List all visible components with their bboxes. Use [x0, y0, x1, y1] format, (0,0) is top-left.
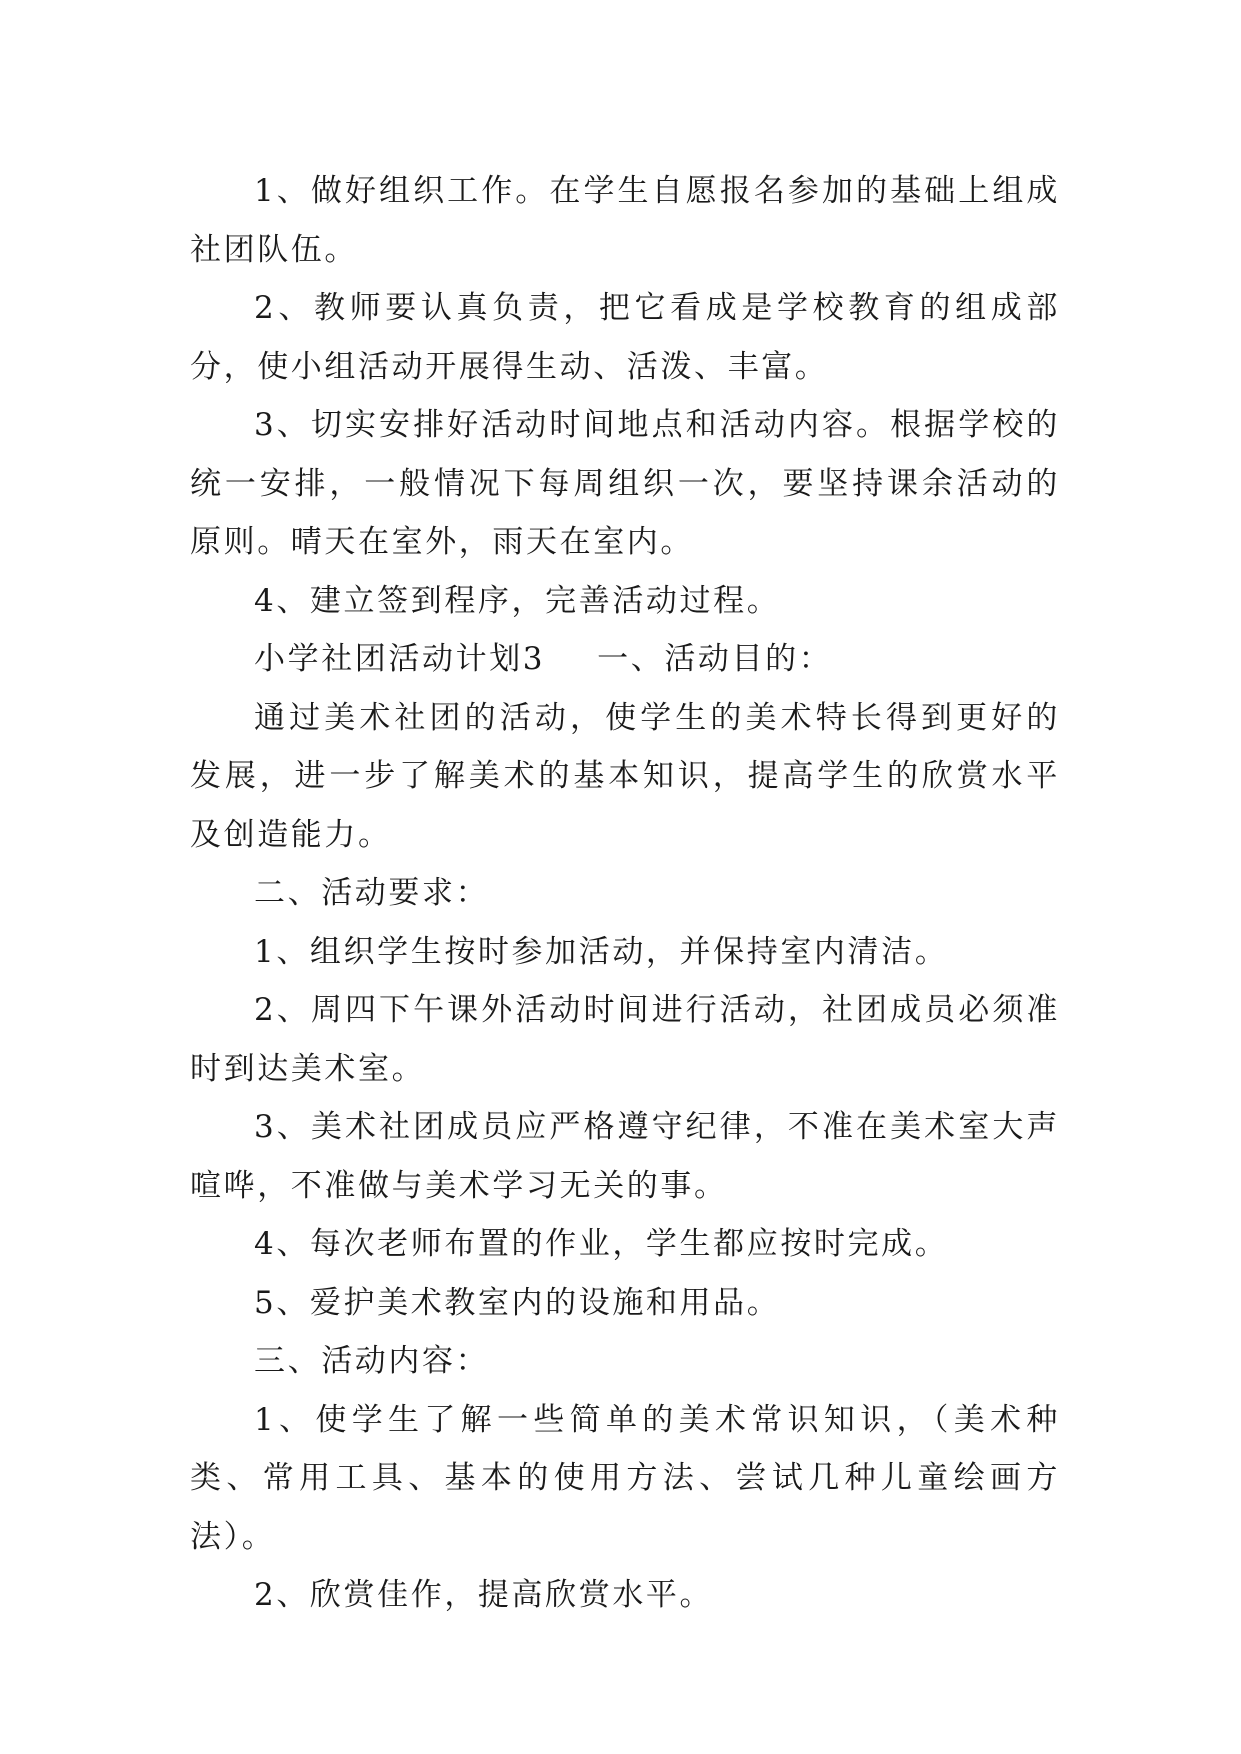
- paragraph: 通过美术社团的活动，使学生的美术特长得到更好的发展，进一步了解美术的基本知识，提高学生的欣赏水平及创造能力。: [190, 699, 1060, 853]
- section-heading-content: 三、活动内容：: [254, 1343, 490, 1379]
- document-page: [190, 162, 1060, 1625]
- paragraph: 1、做好组织工作。在学生自愿报名参加的基础上组成社团队伍。: [190, 173, 1060, 268]
- paragraph: 4、建立签到程序，完善活动过程。: [254, 582, 781, 619]
- plan-title: 小学社团活动计划3: [254, 641, 546, 677]
- section-heading-requirements: 二、活动要求：: [254, 875, 490, 911]
- paragraph: 3、切实安排好活动时间地点和活动内容。根据学校的统一安排，一般情况下每周组织一次，要坚持课余活动的原则。晴天在室外，雨天在室内。: [190, 407, 1060, 560]
- section-heading-purpose: 一、活动目的：: [597, 641, 833, 677]
- paragraph: 4、每次老师布置的作业，学生都应按时完成。: [254, 1226, 949, 1262]
- paragraph: 5、爱护美术教室内的设施和用品。: [254, 1284, 781, 1321]
- paragraph: 2、教师要认真负责，把它看成是学校教育的组成部分，使小组活动开展得生动、活泼、丰富。: [190, 290, 1060, 385]
- plan-title-line: [190, 630, 1060, 689]
- paragraph: 2、周四下午课外活动时间进行活动，社团成员必须准时到达美术室。: [190, 992, 1060, 1087]
- paragraph: 2、欣赏佳作，提高欣赏水平。: [254, 1577, 714, 1613]
- paragraph: 1、组织学生按时参加活动，并保持室内清洁。: [254, 933, 949, 970]
- paragraph: 3、美术社团成员应严格遵守纪律，不准在美术室大声喧哗，不准做与美术学习无关的事。: [190, 1109, 1060, 1204]
- paragraph: 1、使学生了解一些简单的美术常识知识，（美术种类、常用工具、基本的使用方法、尝试几种儿童绘画方法）。: [190, 1401, 1060, 1555]
